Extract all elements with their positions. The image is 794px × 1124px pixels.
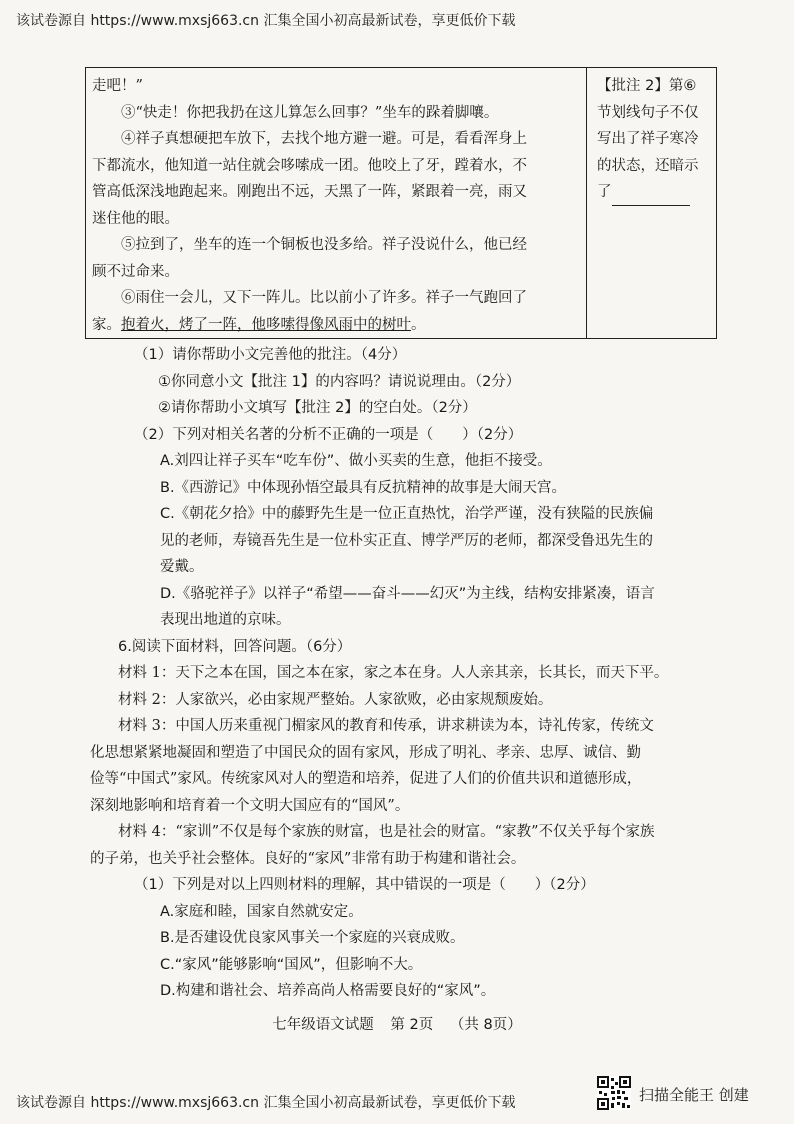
material-3: 材料 3：中国人历来重视门楣家风的教育和传承，讲求耕读为本，诗礼传家，传统文	[118, 718, 654, 734]
question-6-title: 6.阅读下面材料，回答问题。（6分）	[118, 638, 352, 655]
material-4-cont: 的子弟，也关乎社会整体。良好的“家风”非常有助于构建和谐社会。	[90, 850, 526, 867]
option-a: A.家庭和睦，国家自然就安定。	[160, 903, 363, 920]
option-c-cont: 爱戴。	[160, 559, 204, 575]
option-c-cont: 见的老师，寿镜吾先生是一位朴实正直、博学严厉的老师，都深受鲁迅先生的	[160, 532, 653, 549]
annotation-line: 【批注 2】第⑥	[597, 78, 697, 94]
passage-line: 顾不过命来。	[92, 263, 179, 280]
passage-line: ④祥子真想硬把车放下，去找个地方避一避。可是，看看浑身上	[121, 131, 527, 147]
passage-line: ⑤拉到了，坐车的连一个铜板也没多给。祥子没说什么，他已经	[121, 237, 527, 253]
annotation-2	[587, 68, 716, 338]
annotation-last-line	[597, 179, 706, 206]
footer-watermark: 该试卷源自 https://www.mxsj663.cn 汇集全国小初高最新试卷，享更低价下载	[16, 1095, 516, 1111]
question-5-1-a: ①你同意小文【批注 1】的内容吗？请说说理由。（2分）	[158, 373, 521, 390]
option-b: B.是否建设优良家风事关一个家庭的兴衰成败。	[160, 930, 465, 946]
passage-end-mark: 。	[411, 316, 426, 333]
passage-line: 迷住他的眼。	[92, 210, 179, 227]
passage-plain-text: 家。	[92, 316, 121, 333]
question-5-1: （1）请你帮助小文完善他的批注。（4分）	[134, 347, 407, 363]
material-1: 材料 1：天下之本在国，国之本在家，家之本在身。人人亲其亲，长其长，而天下平。	[118, 665, 669, 681]
annotation-prefix: 了	[597, 184, 612, 200]
footer-subject: 七年级语文试题	[272, 1017, 374, 1033]
passage-box	[85, 67, 717, 339]
option-d: D.《骆驼祥子》以祥子“希望——奋斗——幻灭”为主线，结构安排紧凑，语言	[160, 585, 655, 602]
page-footer	[0, 1013, 794, 1034]
option-b: B.《西游记》中体现孙悟空最具有反抗精神的故事是大闹天宫。	[160, 479, 567, 496]
header-watermark: 该试卷源自 https://www.mxsj663.cn 汇集全国小初高最新试卷，享更低价下载	[16, 13, 516, 29]
option-c: C.《朝花夕拾》中的藤野先生是一位正直热忱，治学严谨，没有狭隘的民族偏	[160, 506, 654, 522]
option-d: D.构建和谐社会、培养高尚人格需要良好的“家风”。	[160, 983, 496, 999]
material-4: 材料 4：“家训”不仅是每个家族的财富，也是社会的财富。“家教”不仅关乎每个家族	[118, 824, 655, 840]
passage-line: 走吧！”	[92, 78, 143, 94]
annotation-line: 的状态，还暗示	[597, 157, 699, 174]
material-3-cont: 深刻地影响和培育着一个文明大国应有的“国风”。	[90, 797, 410, 814]
passage-line: 管高低深浅地跑起来。刚跑出不远，天黑了一阵，紧跟着一亮，雨又	[92, 184, 527, 200]
scanner-label: 扫描全能王 创建	[639, 1086, 749, 1104]
passage-line: 下都流水，他知道一站住就会哆嗦成一团。他咬上了牙，蹚着水，不	[92, 157, 527, 174]
underlined-sentence: 抱着火，烤了一阵，他哆嗦得像风雨中的树叶	[121, 316, 411, 333]
option-c: C.“家风”能够影响“国风”，但影响不大。	[160, 956, 423, 973]
material-2: 材料 2：人家欲兴，必由家规严整始。人家欲败，必由家规颓废始。	[118, 691, 553, 708]
annotation-line: 写出了祥子寒冷	[597, 131, 699, 147]
material-3-cont: 俭等“中国式”家风。传统家风对人的塑造和培养，促进了人们的价值共识和道德形成，	[90, 771, 642, 787]
option-a: A.刘四让祥子买车“吃车份”、做小买卖的生意，他拒不接受。	[160, 453, 552, 469]
question-6-1: （1）下列是对以上四则材料的理解，其中错误的一项是（ ）（2分）	[134, 877, 595, 893]
footer-total: （共 8页）	[449, 1017, 522, 1033]
material-3-cont: 化思想紧紧地凝固和塑造了中国民众的固有家风，形成了明礼、孝亲、忠厚、诚信、勤	[90, 744, 641, 761]
qr-code-icon	[597, 1076, 631, 1110]
annotation-line: 节划线句子不仅	[597, 104, 699, 121]
question-5-1-b: ②请你帮助小文填写【批注 2】的空白处。（2分）	[158, 400, 477, 416]
footer-page: 第 2页	[390, 1017, 434, 1033]
answer-blank[interactable]	[612, 187, 690, 206]
question-5-2: （2）下列对相关名著的分析不正确的一项是（ ）（2分）	[134, 426, 523, 443]
option-d-cont: 表现出地道的京味。	[160, 612, 291, 628]
passage-text	[86, 68, 587, 338]
question-content	[90, 342, 730, 1005]
passage-last-line	[92, 312, 578, 339]
passage-line: ③“快走！你把我扔在这儿算怎么回事？”坐车的跺着脚嚷。	[121, 104, 499, 121]
passage-line: ⑥雨住一会儿，又下一阵儿。比以前小了许多。祥子一气跑回了	[121, 290, 527, 306]
